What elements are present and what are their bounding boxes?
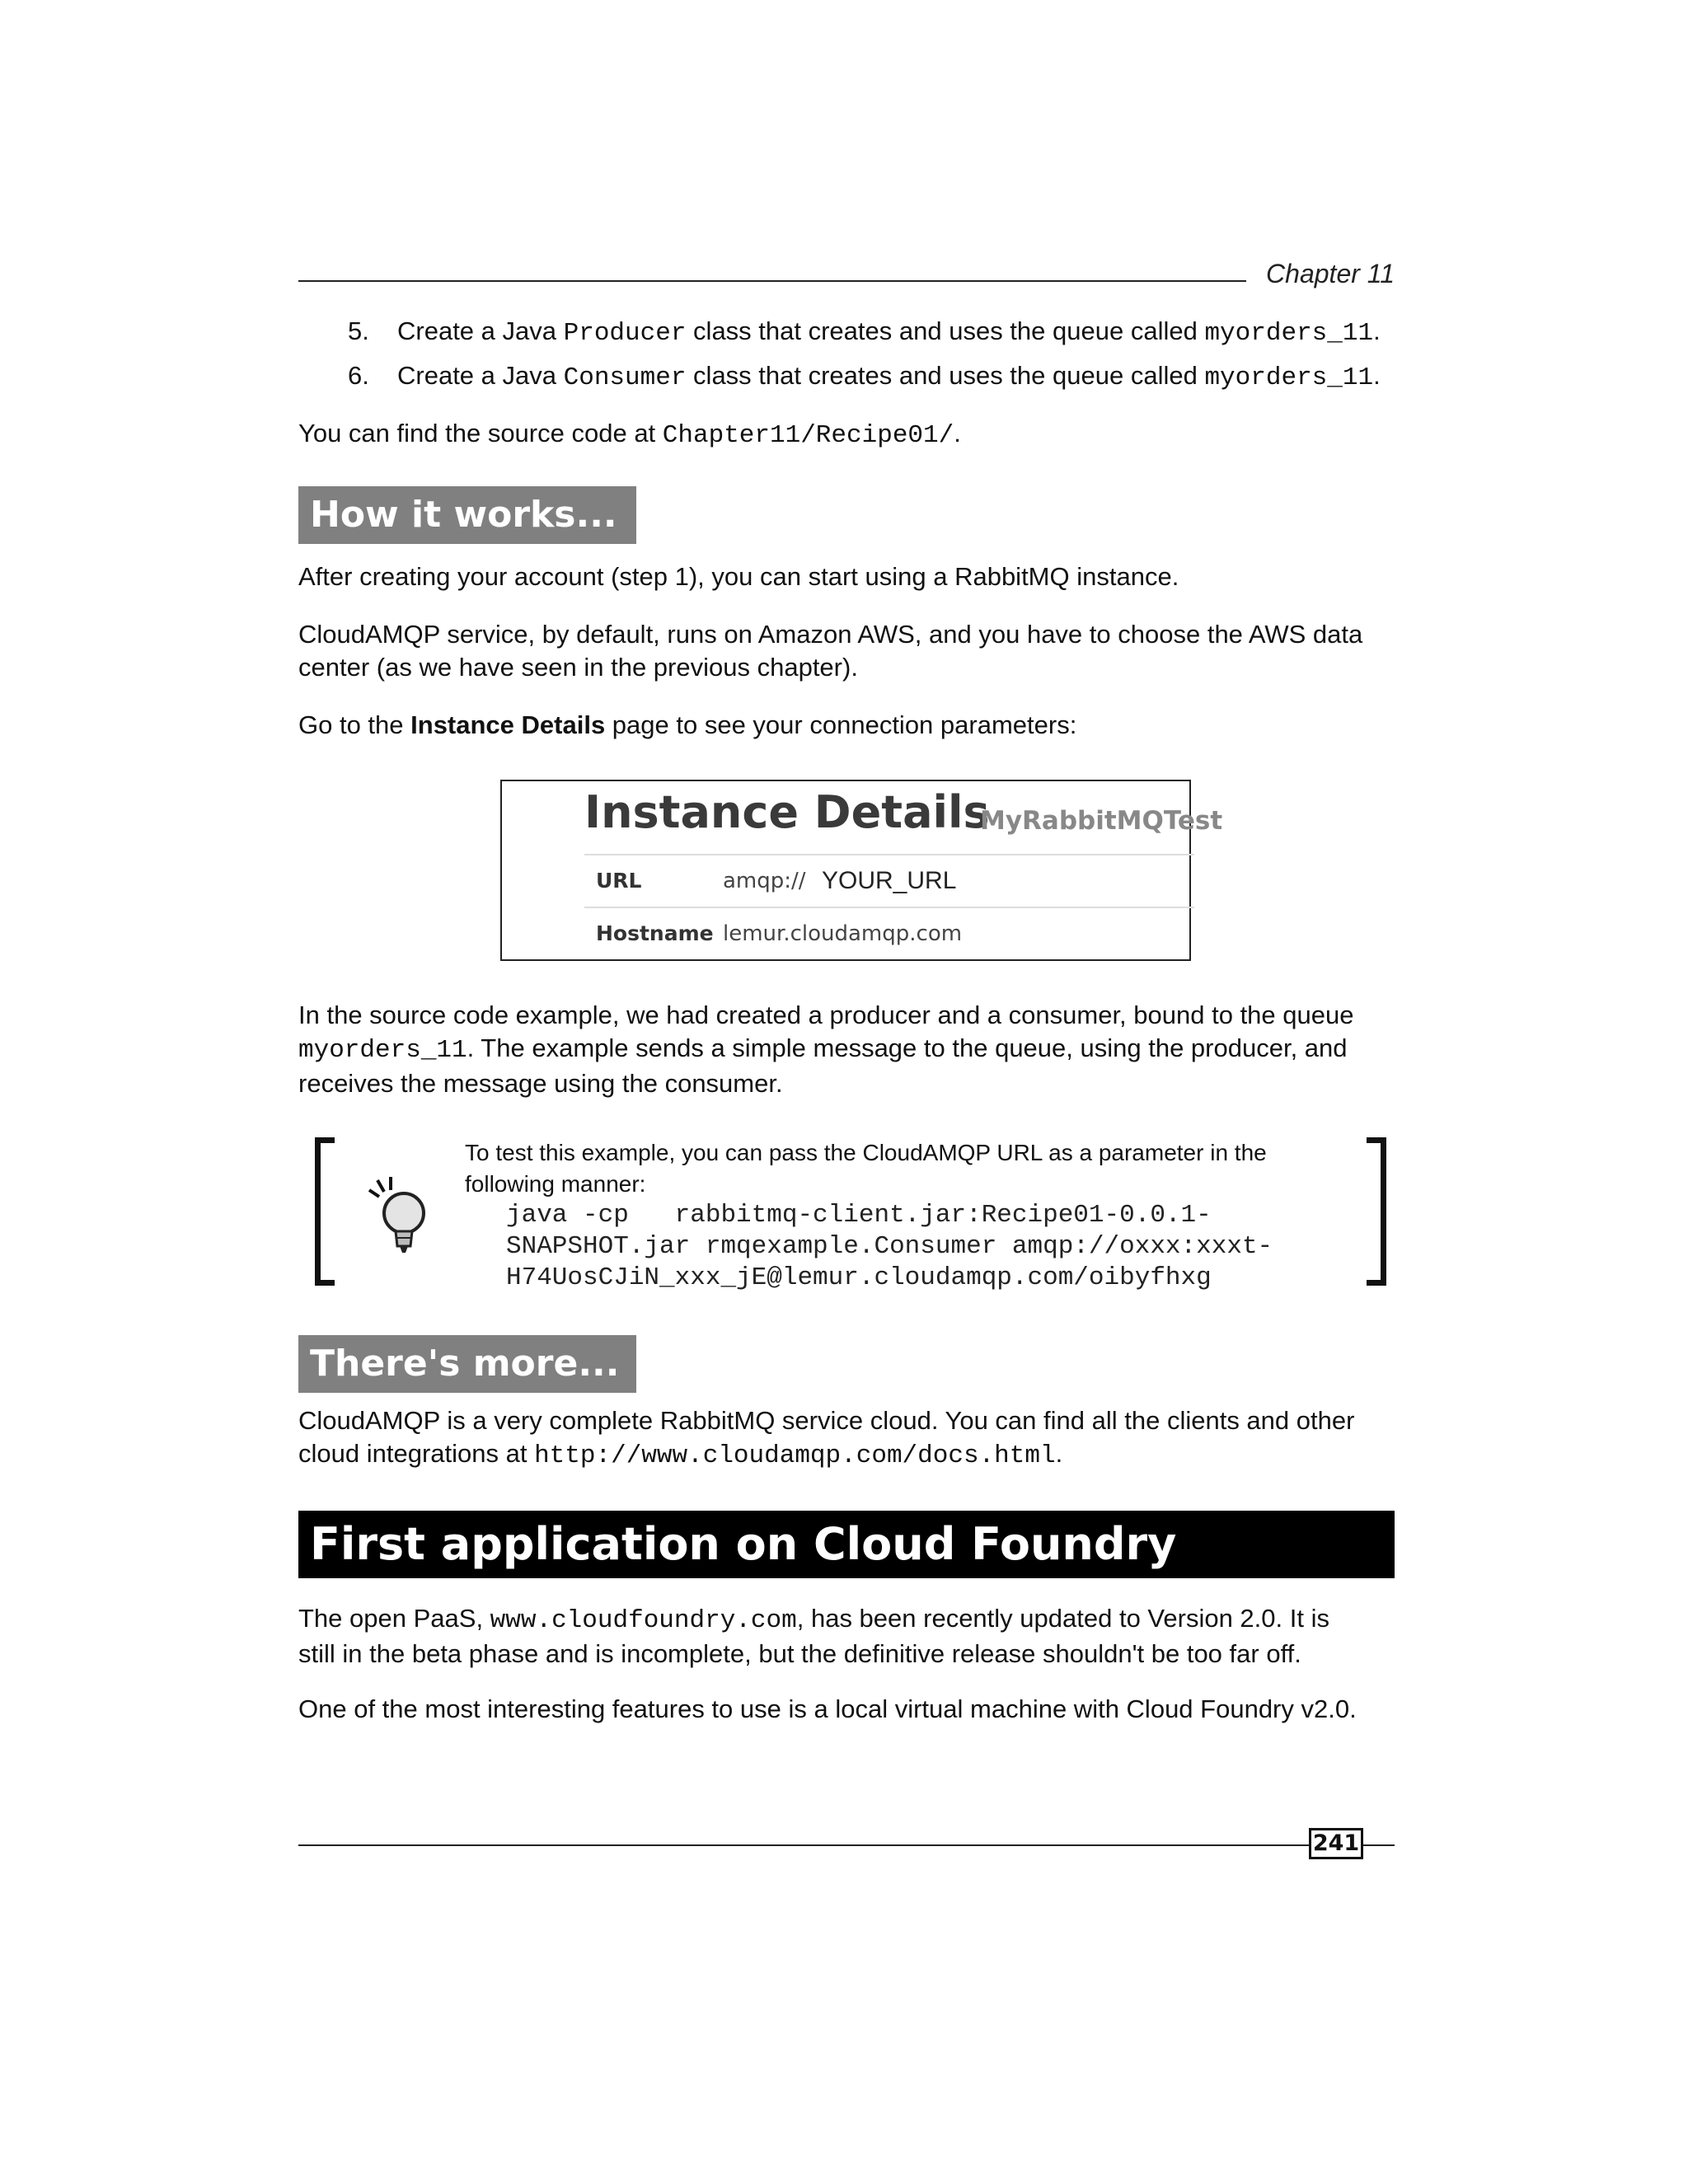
cloudfoundry-link[interactable]: www.cloudfoundry.com [490, 1606, 797, 1635]
tip-box [315, 1137, 1386, 1302]
instance-details-screenshot [500, 780, 1223, 961]
url-label: URL [596, 869, 642, 893]
step-number: 5. [348, 316, 369, 345]
inline-code: myorders_11 [1204, 363, 1374, 392]
paragraph-line [298, 1437, 1395, 1473]
paragraph-text: cloud integrations at [298, 1439, 535, 1468]
cloud-foundry-p1 [298, 1602, 1395, 1671]
divider [584, 854, 1194, 855]
source-code-paragraph [298, 417, 1395, 452]
paragraph-text: page to see your connection parameters: [605, 710, 1077, 739]
paragraph-text: Go to the [298, 710, 411, 739]
lightbulb-icon [363, 1175, 437, 1266]
theres-more-paragraph [298, 1404, 1395, 1473]
example-paragraph [298, 999, 1395, 1100]
paragraph-line: CloudAMQP is a very complete RabbitMQ service cloud. You can find all the clients and other [298, 1406, 1355, 1435]
tip-line: To test this example, you can pass the CloudAMQP URL as a parameter in the [465, 1140, 1267, 1165]
url-value: amqp:// [723, 869, 806, 893]
paragraph-text: The open PaaS, [298, 1604, 490, 1633]
bold-term: Instance Details [410, 710, 606, 739]
tip-line: following manner: [465, 1171, 646, 1197]
screenshot-title: Instance Details [584, 786, 990, 838]
step-text: class that creates and uses the queue called [686, 316, 1205, 345]
steps-list [298, 315, 1395, 404]
how-it-works-heading: How it works... [298, 486, 636, 544]
divider [584, 907, 1194, 908]
paragraph-line: In the source code example, we had created a producer and a consumer, bound to the queue [298, 1001, 1354, 1029]
url-overlay: YOUR_URL [818, 867, 959, 895]
paragraph-text: . [1055, 1439, 1063, 1468]
step-text: . [1373, 361, 1381, 390]
paragraph-line [298, 1032, 1395, 1067]
screenshot-subtitle: MyRabbitMQTest [980, 806, 1223, 836]
page-footer [298, 1828, 1395, 1864]
inline-code: myorders_11 [298, 1036, 467, 1065]
footer-rule [298, 1844, 1395, 1846]
paragraph-text: You can find the source code at [298, 419, 663, 448]
inline-code: Consumer [563, 363, 687, 392]
list-item [298, 315, 1395, 359]
code-line: H74UosCJiN_xxx_jE@lemur.cloudamqp.com/oibyfhxg [506, 1263, 1212, 1292]
paragraph-line: CloudAMQP service, by default, runs on Amazon AWS, and you have to choose the AWS data [298, 620, 1363, 649]
hostname-label: Hostname [596, 921, 714, 945]
paragraph-line: center (as we have seen in the previous chapter). [298, 653, 858, 682]
tip-text [465, 1137, 1339, 1294]
header-rule [298, 280, 1246, 282]
step-number: 6. [348, 361, 369, 390]
paragraph-text: , has been recently updated to Version 2.0. It is [796, 1604, 1329, 1633]
cloud-foundry-heading: First application on Cloud Foundry [298, 1511, 1395, 1578]
how-it-works-p3 [298, 709, 1395, 742]
step-text: class that creates and uses the queue called [686, 361, 1205, 390]
hostname-value: lemur.cloudamqp.com [723, 921, 963, 946]
page-number: 241 [1309, 1828, 1363, 1859]
code-line: SNAPSHOT.jar rmqexample.Consumer amqp://oxxx:xxxt- [506, 1232, 1273, 1261]
paragraph-text: . [954, 419, 961, 448]
step-text: Create a Java [397, 316, 564, 345]
inline-code: Producer [563, 319, 687, 348]
how-it-works-p1: After creating your account (step 1), you can start using a RabbitMQ instance. [298, 562, 1179, 591]
how-it-works-p2 [298, 618, 1395, 684]
paragraph-line: receives the message using the consumer. [298, 1069, 783, 1098]
page-header [298, 259, 1395, 292]
docs-link[interactable]: http://www.cloudamqp.com/docs.html [534, 1441, 1056, 1470]
inline-code: Chapter11/Recipe01/ [662, 421, 954, 450]
theres-more-heading: There's more... [298, 1335, 636, 1393]
code-line: java -cp rabbitmq-client.jar:Recipe01-0.0.1- [506, 1201, 1212, 1230]
cloud-foundry-p2: One of the most interesting features to use is a local virtual machine with Cloud Foundry v2.0. [298, 1694, 1357, 1723]
inline-code: myorders_11 [1204, 319, 1374, 348]
list-item [298, 359, 1395, 404]
chapter-label: Chapter 11 [1266, 259, 1395, 288]
left-bracket [315, 1137, 335, 1286]
paragraph-text: . The example sends a simple message to the queue, using the producer, and [467, 1033, 1348, 1062]
right-bracket [1367, 1137, 1386, 1286]
paragraph-line: still in the beta phase and is incomplete, but the definitive release shouldn't be too far off. [298, 1639, 1301, 1668]
paragraph-line [298, 1602, 1395, 1638]
step-text: . [1373, 316, 1381, 345]
step-text: Create a Java [397, 361, 564, 390]
